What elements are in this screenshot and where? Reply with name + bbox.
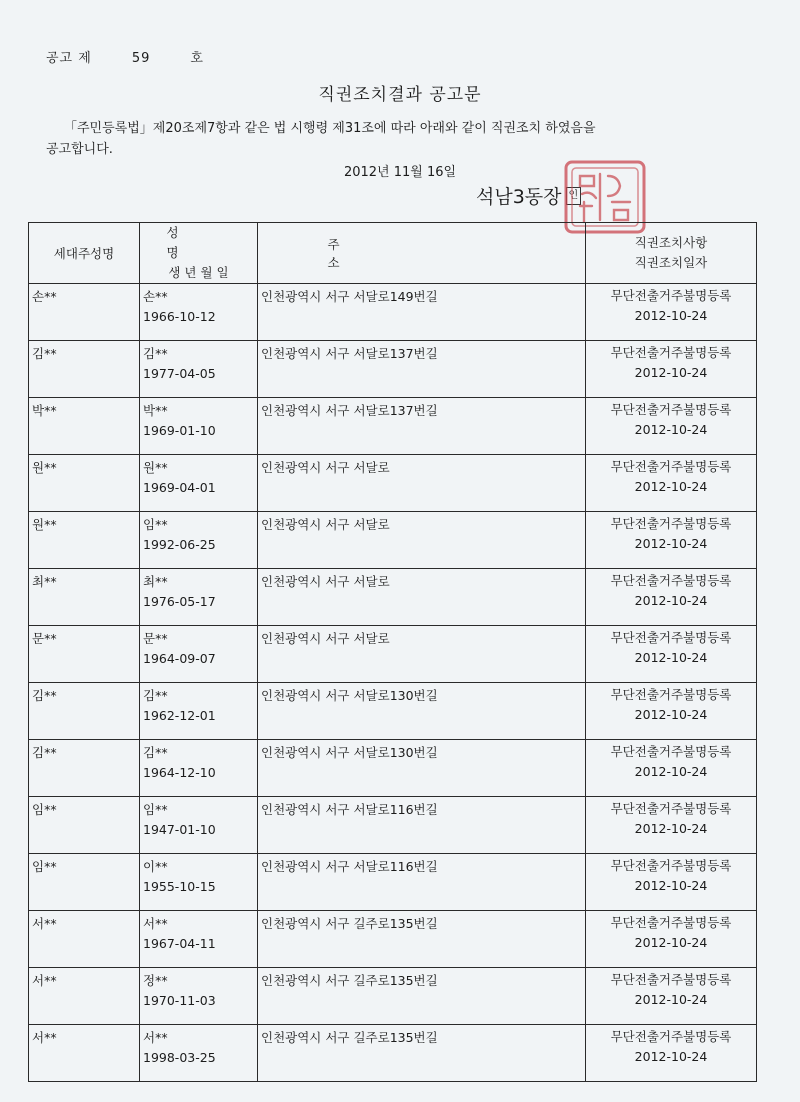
notice-label: 공고 제	[46, 51, 92, 66]
person-name: 김**	[143, 745, 168, 760]
action-cell	[586, 1025, 757, 1082]
address-cell	[258, 455, 586, 512]
household-name: 김**	[32, 745, 57, 760]
action-type: 무단전출거주불명등록	[610, 630, 732, 645]
household-cell	[29, 740, 140, 797]
action-results-table	[28, 222, 757, 1082]
birth-date: 1947-01-10	[143, 822, 216, 837]
address-cell	[258, 341, 586, 398]
action-type: 무단전출거주불명등록	[610, 915, 732, 930]
action-cell	[586, 284, 757, 341]
action-type: 무단전출거주불명등록	[610, 573, 732, 588]
table-row	[29, 512, 757, 569]
household-cell	[29, 797, 140, 854]
action-type: 무단전출거주불명등록	[610, 858, 732, 873]
action-type: 무단전출거주불명등록	[610, 744, 732, 759]
address: 인천광역시 서구 서달로137번길	[261, 403, 438, 418]
household-name: 서**	[32, 1030, 57, 1045]
table-row	[29, 1025, 757, 1082]
action-date: 2012-10-24	[634, 878, 708, 893]
person-name: 박**	[143, 403, 168, 418]
action-date: 2012-10-24	[634, 536, 708, 551]
name-birth-cell	[140, 455, 258, 512]
table-row	[29, 968, 757, 1025]
person-name: 원**	[143, 460, 168, 475]
household-name: 김**	[32, 346, 57, 361]
action-type: 무단전출거주불명등록	[610, 402, 732, 417]
person-name: 이**	[143, 859, 168, 874]
address: 인천광역시 서구 서달로116번길	[261, 859, 438, 874]
address-cell	[258, 284, 586, 341]
table-row	[29, 569, 757, 626]
notice-number-value: 59	[131, 51, 151, 66]
person-name: 손**	[143, 289, 168, 304]
table-row	[29, 626, 757, 683]
table-row	[29, 341, 757, 398]
birth-date: 1969-04-01	[143, 480, 216, 495]
household-cell	[29, 626, 140, 683]
household-name: 손**	[32, 289, 57, 304]
document-title: 직권조치결과 공고문	[318, 85, 482, 105]
action-date: 2012-10-24	[634, 707, 708, 722]
household-cell	[29, 455, 140, 512]
household-name: 임**	[32, 802, 57, 817]
birth-date: 1970-11-03	[143, 993, 216, 1008]
action-date: 2012-10-24	[634, 935, 708, 950]
household-name: 김**	[32, 688, 57, 703]
person-name: 임**	[143, 802, 168, 817]
address-cell	[258, 911, 586, 968]
address: 인천광역시 서구 서달로	[261, 574, 390, 589]
name-birth-cell	[140, 968, 258, 1025]
action-cell	[586, 626, 757, 683]
birth-date: 1976-05-17	[143, 594, 216, 609]
action-date: 2012-10-24	[634, 422, 708, 437]
action-cell	[586, 512, 757, 569]
address: 인천광역시 서구 서달로149번길	[261, 289, 438, 304]
address-cell	[258, 740, 586, 797]
household-name: 박**	[32, 403, 57, 418]
address: 인천광역시 서구 서달로	[261, 631, 390, 646]
household-cell	[29, 854, 140, 911]
household-name: 원**	[32, 517, 57, 532]
birth-date: 1967-04-11	[143, 936, 216, 951]
birth-date: 1992-06-25	[143, 537, 216, 552]
household-cell	[29, 1025, 140, 1082]
name-birth-cell	[140, 569, 258, 626]
household-cell	[29, 341, 140, 398]
action-type: 무단전출거주불명등록	[610, 972, 732, 987]
household-cell	[29, 911, 140, 968]
household-cell	[29, 569, 140, 626]
action-date: 2012-10-24	[634, 593, 708, 608]
header-address: 주소	[258, 223, 586, 284]
issuer-name: 석남3동장	[476, 186, 562, 208]
address-cell	[258, 398, 586, 455]
household-cell	[29, 683, 140, 740]
birth-date: 1977-04-05	[143, 366, 216, 381]
action-type: 무단전출거주불명등록	[610, 516, 732, 531]
name-birth-cell	[140, 398, 258, 455]
header-household: 세대주성명	[29, 223, 140, 284]
table-row	[29, 740, 757, 797]
name-birth-cell	[140, 1025, 258, 1082]
address: 인천광역시 서구 서달로130번길	[261, 688, 438, 703]
action-cell	[586, 968, 757, 1025]
action-date: 2012-10-24	[634, 479, 708, 494]
address: 인천광역시 서구 길주로135번길	[261, 973, 438, 988]
action-cell	[586, 341, 757, 398]
address: 인천광역시 서구 서달로130번길	[261, 745, 438, 760]
notice-body	[46, 118, 696, 160]
birth-date: 1955-10-15	[143, 879, 216, 894]
action-type: 무단전출거주불명등록	[610, 459, 732, 474]
name-birth-cell	[140, 284, 258, 341]
action-date: 2012-10-24	[634, 821, 708, 836]
address: 인천광역시 서구 서달로	[261, 517, 390, 532]
address-cell	[258, 968, 586, 1025]
action-cell	[586, 683, 757, 740]
notice-number	[46, 47, 204, 66]
table-row	[29, 797, 757, 854]
name-birth-cell	[140, 854, 258, 911]
birth-date: 1964-09-07	[143, 651, 216, 666]
address-cell	[258, 683, 586, 740]
household-name: 서**	[32, 916, 57, 931]
address: 인천광역시 서구 서달로	[261, 460, 390, 475]
header-action: 직권조치사항 직권조치일자	[586, 223, 757, 284]
table-row	[29, 683, 757, 740]
person-name: 문**	[143, 631, 168, 646]
birth-date: 1962-12-01	[143, 708, 216, 723]
action-cell	[586, 797, 757, 854]
birth-date: 1998-03-25	[143, 1050, 216, 1065]
address-cell	[258, 512, 586, 569]
household-name: 문**	[32, 631, 57, 646]
notice-date: 2012년 11월 16일	[343, 165, 457, 180]
table-row	[29, 854, 757, 911]
seal-mark: 인	[566, 187, 582, 205]
action-cell	[586, 911, 757, 968]
action-cell	[586, 569, 757, 626]
person-name: 서**	[143, 916, 168, 931]
address-cell	[258, 569, 586, 626]
address: 인천광역시 서구 길주로135번길	[261, 916, 438, 931]
action-date: 2012-10-24	[634, 365, 708, 380]
action-date: 2012-10-24	[634, 1049, 708, 1064]
action-type: 무단전출거주불명등록	[610, 288, 732, 303]
action-cell	[586, 740, 757, 797]
person-name: 서**	[143, 1030, 168, 1045]
name-birth-cell	[140, 797, 258, 854]
household-name: 최**	[32, 574, 57, 589]
name-birth-cell	[140, 626, 258, 683]
action-cell	[586, 398, 757, 455]
table-row	[29, 911, 757, 968]
notice-suffix: 호	[190, 51, 204, 66]
name-birth-cell	[140, 341, 258, 398]
action-date: 2012-10-24	[634, 992, 708, 1007]
person-name: 최**	[143, 574, 168, 589]
address: 인천광역시 서구 길주로135번길	[261, 1030, 438, 1045]
header-name-birth: 성명 생 년 월 일	[140, 223, 258, 284]
action-type: 무단전출거주불명등록	[610, 1029, 732, 1044]
action-type: 무단전출거주불명등록	[610, 687, 732, 702]
action-cell	[586, 854, 757, 911]
household-cell	[29, 284, 140, 341]
action-type: 무단전출거주불명등록	[610, 801, 732, 816]
name-birth-cell	[140, 740, 258, 797]
table-row	[29, 455, 757, 512]
address-cell	[258, 797, 586, 854]
action-cell	[586, 455, 757, 512]
name-birth-cell	[140, 512, 258, 569]
name-birth-cell	[140, 911, 258, 968]
body-line-2: 공고합니다.	[46, 142, 113, 157]
birth-date: 1969-01-10	[143, 423, 216, 438]
household-cell	[29, 398, 140, 455]
person-name: 김**	[143, 346, 168, 361]
table-row	[29, 284, 757, 341]
address-cell	[258, 1025, 586, 1082]
person-name: 정**	[143, 973, 168, 988]
table-row	[29, 398, 757, 455]
household-name: 원**	[32, 460, 57, 475]
household-cell	[29, 512, 140, 569]
household-name: 임**	[32, 859, 57, 874]
birth-date: 1966-10-12	[143, 309, 216, 324]
household-cell	[29, 968, 140, 1025]
address: 인천광역시 서구 서달로137번길	[261, 346, 438, 361]
name-birth-cell	[140, 683, 258, 740]
body-line-1: 「주민등록법」제20조제7항과 같은 법 시행령 제31조에 따라 아래와 같이 직권조치 하였음을	[64, 121, 596, 136]
address-cell	[258, 626, 586, 683]
household-name: 서**	[32, 973, 57, 988]
action-date: 2012-10-24	[634, 308, 708, 323]
address-cell	[258, 854, 586, 911]
person-name: 김**	[143, 688, 168, 703]
address: 인천광역시 서구 서달로116번길	[261, 802, 438, 817]
birth-date: 1964-12-10	[143, 765, 216, 780]
action-date: 2012-10-24	[634, 650, 708, 665]
person-name: 임**	[143, 517, 168, 532]
action-type: 무단전출거주불명등록	[610, 345, 732, 360]
action-date: 2012-10-24	[634, 764, 708, 779]
